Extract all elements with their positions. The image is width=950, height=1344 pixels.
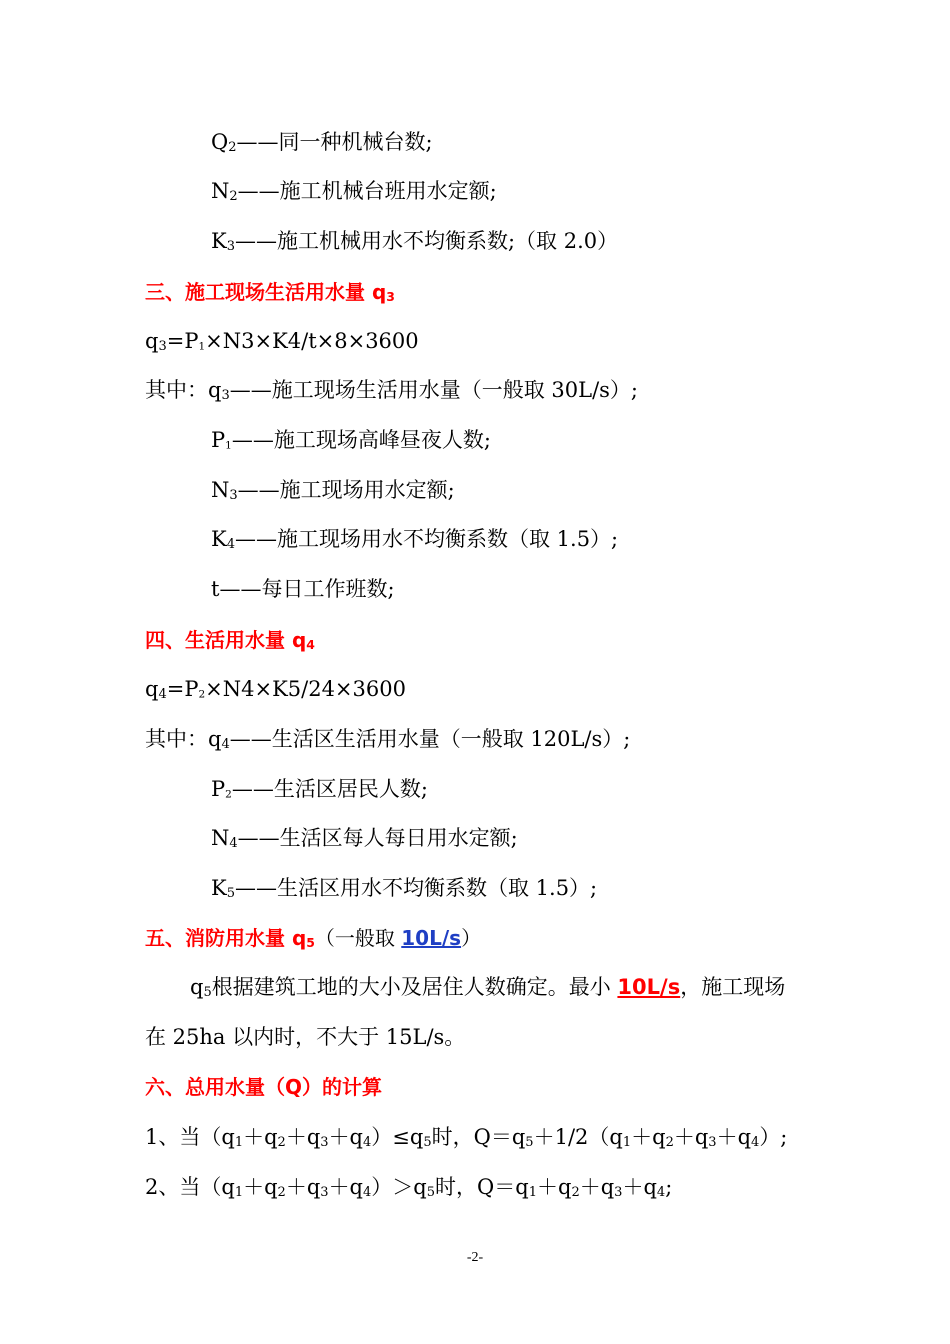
paragraph-q5-line2: 在 25ha 以内时，不大于 15L/s。: [145, 1025, 466, 1049]
def-k4: $K_4——$施工现场用水不均衡系数（取 1.5）;: [211, 527, 619, 552]
def-k5: $K_5——$生活区用水不均衡系数（取 1.5）;: [211, 876, 598, 901]
link-10ls-blue[interactable]: 10L/s: [401, 926, 462, 950]
def-t: t——每日工作班数;: [211, 577, 395, 601]
page-number: -2-: [466, 1250, 484, 1265]
def-p2: $P_2——$生活区居民人数;: [211, 777, 428, 801]
def-q2: $Q_2——$同一种机械台数;: [211, 130, 433, 155]
where-q3: 其中：$q_3——$施工现场生活用水量（一般取 30L/s）;: [145, 378, 639, 403]
link-10ls-red[interactable]: 10L/s: [617, 975, 681, 999]
heading-section-4: 四、生活用水量 $q_4$: [145, 628, 315, 652]
condition-1: 1、当$(q_1+q_2+q_3+q_4)\le q_5$时，$Q=q_5+1/2(q_1+q_2+q_3+q_4)$;: [145, 1125, 788, 1150]
def-p1: $P_1——$施工现场高峰昼夜人数;: [211, 428, 491, 452]
def-n2: $N_2——$施工机械台班用水定额;: [211, 179, 497, 204]
formula-q4: $q_4=P_2\times N4\times K5/24\times 3600$: [145, 677, 406, 702]
def-n3: $N_3——$施工现场用水定额;: [211, 478, 455, 503]
heading-section-3: 三、施工现场生活用水量 $q_3$: [145, 280, 395, 304]
formula-q3: $q_3=P_1\times N3\times K4/t\times 8\times 3600$: [145, 329, 419, 354]
heading-section-5: 五、消防用水量 $q_5$（一般取 10L/s）: [145, 926, 482, 950]
paragraph-q5-line1: $q_5$根据建筑工地的大小及居住人数确定。最小 10L/s，施工现场: [190, 975, 786, 1000]
where-q4: 其中：$q_4——$生活区生活用水量（一般取 120L/s）;: [145, 727, 631, 752]
def-k3: $K_3——$施工机械用水不均衡系数;（取 2.0）: [211, 229, 619, 254]
heading-section-6: 六、总用水量（Q）的计算: [145, 1075, 383, 1099]
def-n4: $N_4——$生活区每人每日用水定额;: [211, 826, 518, 851]
condition-2: 2、当$(q_1+q_2+q_3+q_4)>q_5$时，$Q=q_1+q_2+q_3+q_4$;: [145, 1175, 673, 1200]
